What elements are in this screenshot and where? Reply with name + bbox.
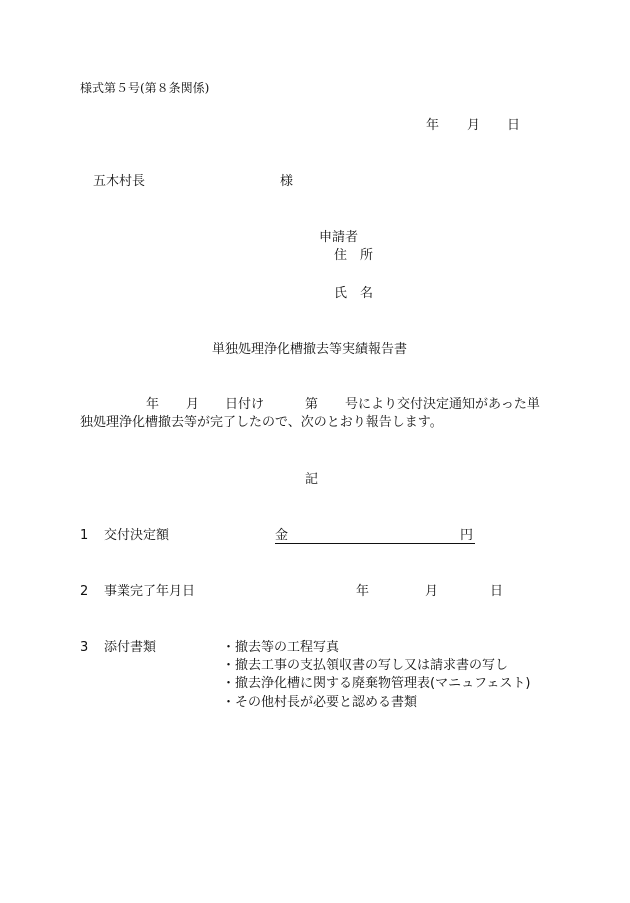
addressee-honorific: 様 (280, 174, 294, 189)
attachment-item: ・撤去工事の支払領収書の写し又は請求書の写し (222, 658, 509, 673)
applicant-title: 申請者 (319, 230, 359, 245)
completion-month: 月 (425, 584, 439, 599)
attachment-item: ・撤去浄化槽に関する廃棄物管理表(マニュフェスト) (222, 676, 531, 691)
amount-prefix: 金 (275, 528, 289, 543)
item-1-number: 1 (80, 528, 89, 543)
body-line2: 独処理浄化槽撤去等が完了したので、次のとおり報告します。 (80, 415, 443, 430)
header-day: 日 (507, 118, 521, 133)
attachment-item: ・撤去等の工程写真 (222, 640, 340, 655)
body-number-prefix: 第 (305, 397, 319, 412)
body-month: 月 (186, 397, 200, 412)
amount-suffix: 円 (459, 528, 473, 543)
item-3-number: 3 (80, 640, 89, 655)
document-title: 単独処理浄化槽撤去等実績報告書 (212, 342, 408, 357)
grant-amount-field (275, 528, 475, 544)
addressee-name: 五木村長 (93, 174, 146, 189)
attachment-item: ・その他村長が必要と認める書類 (222, 695, 418, 710)
item-2-number: 2 (80, 584, 89, 599)
header-year: 年 (426, 118, 440, 133)
form-label: 様式第５号(第８条関係) (80, 81, 210, 95)
body-day-suffix: 日付け (225, 397, 265, 412)
completion-day: 日 (490, 584, 504, 599)
header-month: 月 (467, 118, 481, 133)
item-3-label: 添付書類 (104, 640, 157, 655)
completion-year: 年 (356, 584, 370, 599)
applicant-name-label: 氏 名 (334, 286, 374, 301)
item-2-label: 事業完了年月日 (104, 584, 196, 599)
item-1-label: 交付決定額 (104, 528, 170, 543)
body-year: 年 (146, 397, 160, 412)
body-line1-rest: 号により交付決定通知があった単 (345, 397, 540, 412)
ki-label: 記 (305, 472, 319, 487)
applicant-address-label: 住 所 (334, 248, 374, 263)
